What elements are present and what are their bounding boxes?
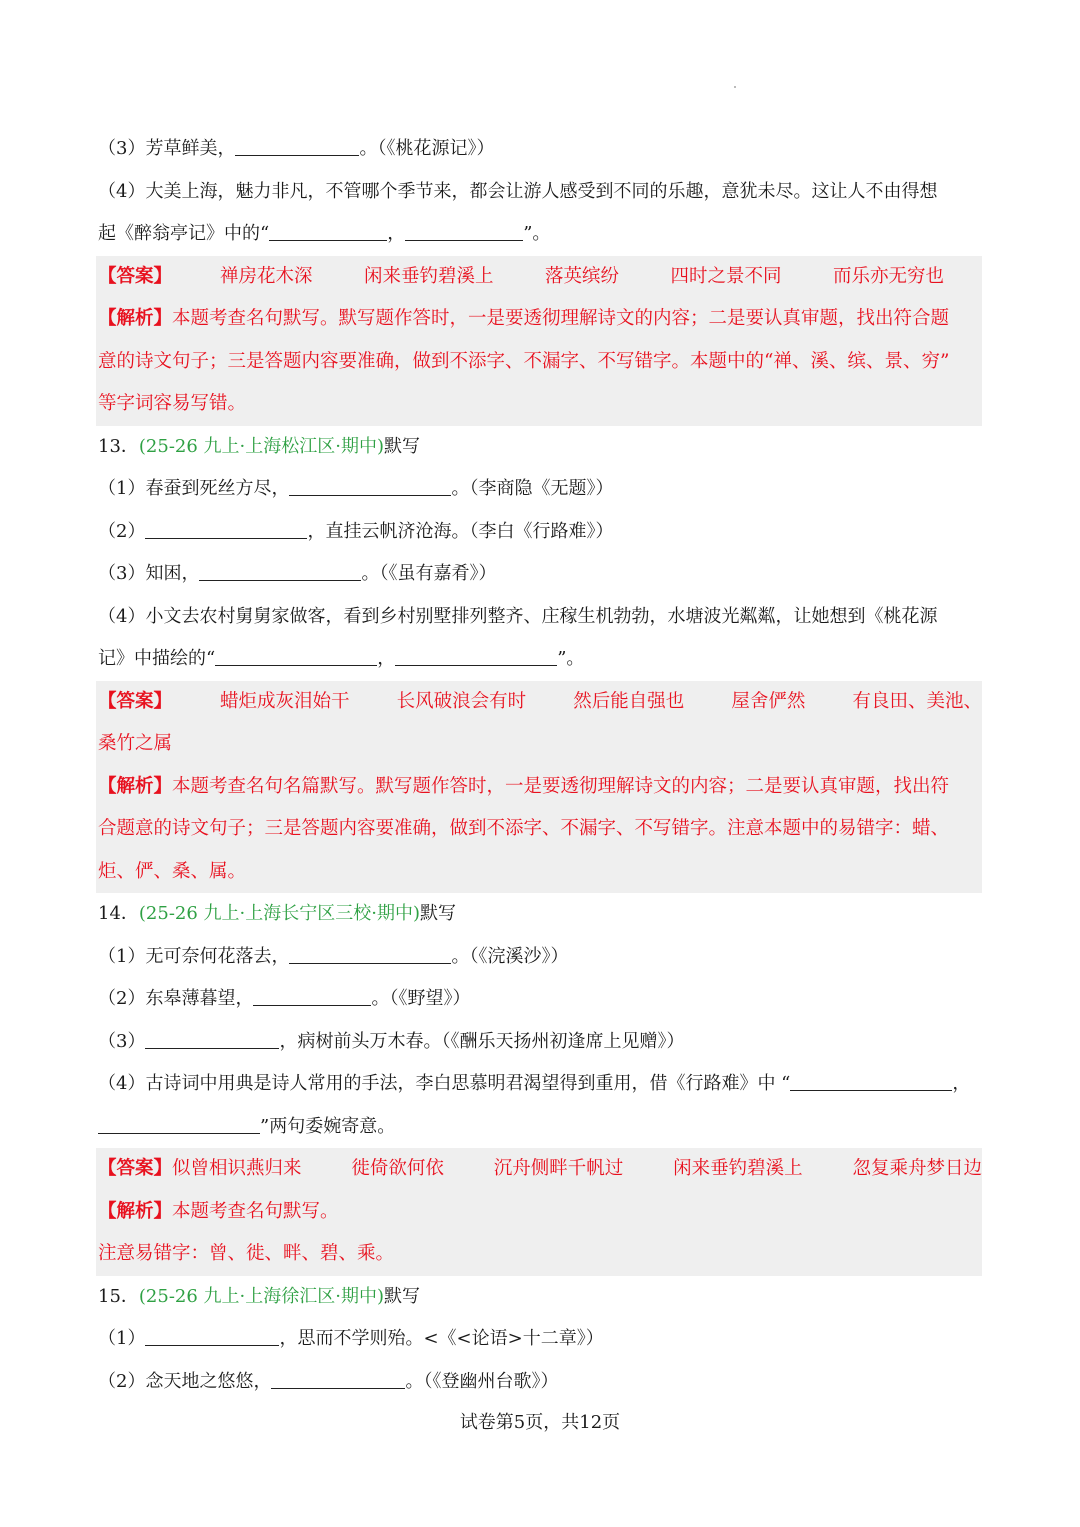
- q13-header: [98, 426, 982, 469]
- answer-label: 【答案】: [98, 690, 173, 712]
- answer-line-continued: 桑竹之属: [98, 733, 173, 754]
- answer-item: 蜡炬成灰泪始干: [220, 690, 350, 712]
- answer-item: 闲来垂钓碧溪上: [364, 265, 494, 287]
- q13-sub4-line2: 记》中描绘的“ ， ”。: [98, 638, 982, 681]
- answer-blank[interactable]: [395, 641, 557, 666]
- q14-sub2: （2）东皋薄暮望， 。（《野望》）: [98, 978, 982, 1021]
- q13-answer-box: [96, 681, 982, 894]
- analysis-line: 炬、俨、桑、属。: [98, 860, 247, 882]
- answer-blank[interactable]: [790, 1066, 952, 1091]
- answer-item: 而乐亦无穷也: [832, 265, 944, 287]
- question-source: (25-26 九上·上海徐汇区·期中): [138, 1285, 385, 1307]
- analysis-line: 【解析】本题考查名句默写。: [98, 1200, 339, 1222]
- answer-blank[interactable]: [98, 1109, 260, 1134]
- answer-item: 沉舟侧畔千帆过: [493, 1158, 624, 1179]
- answer-item: 忽复乘舟梦日边: [852, 1158, 982, 1179]
- scan-dot: [734, 86, 736, 88]
- q15-sub2: （2）念天地之悠悠， 。（《登幽州台歌》）: [98, 1361, 982, 1404]
- answer-blank[interactable]: [235, 131, 359, 156]
- answer-blank[interactable]: [145, 1321, 279, 1346]
- question-source: (25-26 九上·上海长宁区三校·期中): [138, 903, 421, 924]
- analysis-line: 合题意的诗文句子；三是答题内容要准确，做到不添字、不漏字、不写错字。注意本题中的易错字：蜡、: [98, 818, 950, 839]
- answer-list: [220, 681, 982, 724]
- answer-label: 【答案】: [98, 265, 173, 287]
- q12-answer-box: [96, 256, 982, 426]
- q12-sub4-line1: （4）大美上海，魅力非凡，不管哪个季节来，都会让游人感受到不同的乐趣，意犹未尽。这让人不由得想: [98, 180, 938, 202]
- question-type: 默写: [420, 903, 457, 924]
- answer-item: 四时之景不同: [670, 265, 782, 287]
- answer-blank[interactable]: [145, 514, 307, 539]
- q15-sub1: （1） ，思而不学则殆。<《<论语>十二章》）: [98, 1318, 982, 1361]
- analysis-line: 等字词容易写错。: [98, 393, 247, 414]
- answer-item: 屋舍俨然: [731, 690, 806, 712]
- answer-list: [172, 1148, 982, 1191]
- answer-blank[interactable]: [289, 471, 451, 496]
- q14-sub4-line1: （4）古诗词中用典是诗人常用的手法，李白思慕明君渴望得到重用，借《行路难》中 “ ，: [98, 1063, 982, 1106]
- answer-item: 然后能自强也: [573, 690, 685, 712]
- analysis-line: 注意易错字：曾、徙、畔、碧、乘。: [98, 1243, 395, 1264]
- analysis-label: 【解析】: [98, 1200, 173, 1222]
- answer-item: 禅房花木深: [220, 265, 313, 287]
- q13-sub3: （3）知困， 。（《虽有嘉肴》）: [98, 553, 982, 596]
- answer-item: 闲来垂钓碧溪上: [673, 1158, 803, 1179]
- answer-line: [98, 256, 982, 299]
- answer-label: 【答案】: [98, 1158, 173, 1179]
- answer-blank[interactable]: [405, 216, 523, 241]
- answer-item: 似曾相识燕归来: [172, 1158, 302, 1179]
- q14-sub3: （3） ，病树前头万木春。（《酬乐天扬州初逢席上见赠》）: [98, 1021, 982, 1064]
- answer-blank[interactable]: [145, 1024, 279, 1049]
- question-type: 默写: [384, 1285, 421, 1307]
- q14-sub1: （1）无可奈何花落去， 。（《浣溪沙》）: [98, 936, 982, 979]
- analysis-label: 【解析】: [98, 308, 173, 329]
- q13-sub2: （2） ，直挂云帆济沧海。（李白《行路难》）: [98, 511, 982, 554]
- q14-header: [98, 893, 982, 936]
- question-source: (25-26 九上·上海松江区·期中): [138, 435, 385, 457]
- question-number: 14．: [98, 903, 139, 924]
- analysis-label: 【解析】: [98, 775, 173, 797]
- analysis-line: 意的诗文句子；三是答题内容要准确，做到不添字、不漏字、不写错字。本题中的“禅、溪、缤、景、穷”: [98, 350, 950, 372]
- q12-sub4-line2: 起《醉翁亭记》中的“ ， ”。: [98, 213, 982, 256]
- analysis-line: 【解析】本题考查名句名篇默写。默写题作答时，一是要透彻理解诗文的内容；二是要认真审题，找出符: [98, 775, 950, 797]
- analysis-line: 【解析】本题考查名句默写。默写题作答时，一是要透彻理解诗文的内容；二是要认真审题，找出符合题: [98, 308, 950, 329]
- q15-header: [98, 1276, 982, 1319]
- answer-line: [98, 1148, 982, 1191]
- q13-sub1: （1）春蚕到死丝方尽， 。（李商隐《无题》）: [98, 468, 982, 511]
- answer-blank[interactable]: [253, 981, 371, 1006]
- question-number: 13．: [98, 435, 139, 457]
- q14-answer-box: [96, 1148, 982, 1276]
- answer-blank[interactable]: [271, 1364, 405, 1389]
- answer-blank[interactable]: [199, 556, 361, 581]
- page-footer: 试卷第5页，共12页: [459, 1412, 621, 1433]
- answer-item: 徙倚欲何依: [351, 1158, 444, 1179]
- answer-line: [98, 681, 982, 724]
- answer-item: 有良田、美池、: [852, 690, 982, 712]
- answer-blank[interactable]: [289, 939, 451, 964]
- q14-sub4-line2: ”两句委婉寄意。: [98, 1106, 982, 1149]
- q12-sub3: （3）芳草鲜美， 。（《桃花源记》）: [98, 128, 982, 171]
- answer-item: 落英缤纷: [544, 265, 619, 287]
- answer-list: [220, 256, 982, 299]
- exam-page: [98, 128, 982, 1403]
- question-type: 默写: [384, 435, 421, 457]
- answer-blank[interactable]: [215, 641, 377, 666]
- answer-blank[interactable]: [269, 216, 387, 241]
- q13-sub4-line1: （4）小文去农村舅舅家做客，看到乡村别墅排列整齐、庄稼生机勃勃，水塘波光粼粼，让她想到《桃花源: [98, 605, 938, 627]
- answer-item: 长风破浪会有时: [396, 690, 527, 712]
- question-number: 15．: [98, 1285, 139, 1307]
